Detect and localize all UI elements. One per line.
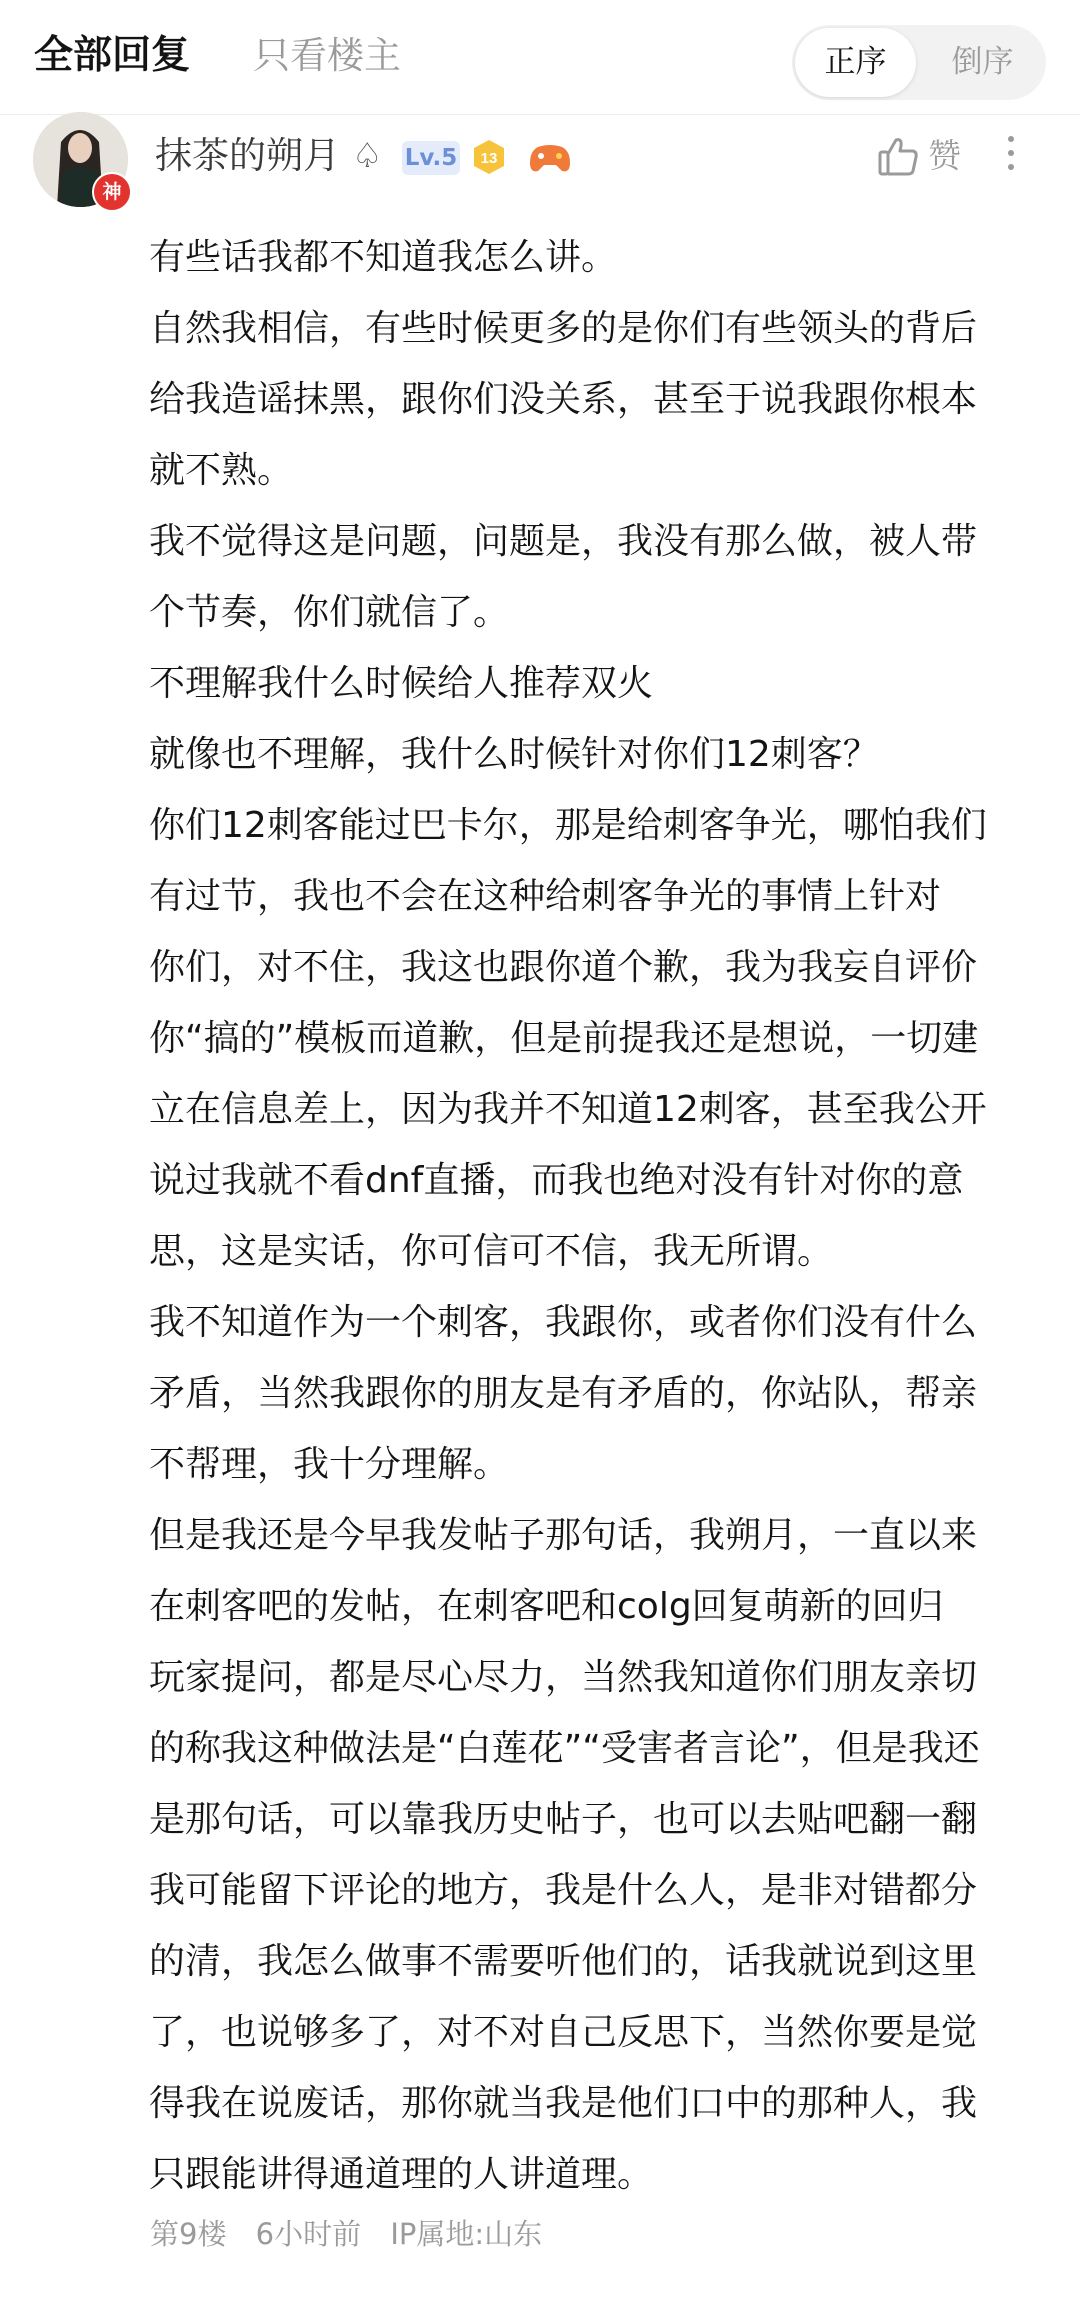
post-meta	[150, 2212, 562, 2256]
post-text-line: 玩家提问，都是尽心尽力，当然我知道你们朋友亲切	[149, 1657, 978, 1698]
post-text-line: 你“搞的”模板而道歉，但是前提我还是想说，一切建	[149, 1018, 979, 1059]
spade-icon: ♤	[352, 136, 383, 176]
post-text-line: 不帮理，我十分理解。	[149, 1444, 510, 1485]
post-time: 6小时前	[255, 2217, 362, 2251]
post-text-line: 的称我这种做法是“白莲花”“受害者言论”，但是我还	[149, 1728, 980, 1769]
post-text-line: 了，也说够多了，对不对自己反思下，当然你要是觉	[149, 2012, 978, 2053]
post-text-line: 给我造谣抹黑，跟你们没关系，甚至于说我跟你根本	[149, 379, 978, 420]
sort-descending-button[interactable]: 倒序	[951, 44, 1014, 80]
post-content	[149, 222, 1049, 2210]
fan-level-icon	[470, 138, 508, 176]
post-text-line: 不理解我什么时候给人推荐双火	[149, 663, 654, 704]
post-text-line: 个节奏，你们就信了。	[149, 592, 510, 633]
post-text-line: 矛盾，当然我跟你的朋友是有矛盾的，你站队，帮亲	[149, 1373, 978, 1414]
fan-level-value: 13	[480, 150, 498, 167]
post-text-line: 在刺客吧的发帖，在刺客吧和colg回复萌新的回归	[149, 1586, 944, 1627]
post-text-line: 立在信息差上，因为我并不知道12刺客，甚至我公开	[149, 1089, 987, 1130]
ip-location: IP属地:山东	[390, 2217, 543, 2251]
post-text-line: 你们，对不住，我这也跟你道个歉，我为我妄自评价	[149, 947, 978, 988]
post-text-line: 就像也不理解，我什么时候针对你们12刺客？	[149, 734, 879, 775]
game-controller-icon	[528, 141, 572, 175]
avatar-god-badge: 神	[92, 172, 132, 212]
post-text-line: 有过节，我也不会在这种给刺客争光的事情上针对	[149, 876, 942, 917]
sort-order-toggle	[792, 25, 1046, 100]
thumbs-up-icon[interactable]	[876, 134, 920, 178]
post-text-line: 但是我还是今早我发帖子那句话，我朔月，一直以来	[149, 1515, 978, 1556]
sort-ascending-button[interactable]: 正序	[795, 28, 916, 97]
post-text-line: 你们12刺客能过巴卡尔，那是给刺客争光，哪怕我们	[149, 805, 987, 846]
post-text-line: 只跟能讲得通道理的人讲道理。	[149, 2154, 654, 2195]
author-name[interactable]: 抹茶的朔月	[155, 134, 340, 177]
tab-only-host[interactable]: 只看楼主	[253, 34, 401, 77]
post-text-line: 我可能留下评论的地方，我是什么人，是非对错都分	[149, 1870, 978, 1911]
post-text-line: 我不觉得这是问题，问题是，我没有那么做，被人带	[149, 521, 978, 562]
post-text-line: 的清，我怎么做事不需要听他们的，话我就说到这里	[149, 1941, 978, 1982]
post-text-line: 就不熟。	[149, 450, 294, 491]
post-text-line: 得我在说废话，那你就当我是他们口中的那种人，我	[149, 2083, 978, 2124]
post-text-line: 我不知道作为一个刺客，我跟你，或者你们没有什么	[149, 1302, 978, 1343]
like-button[interactable]: 赞	[928, 136, 961, 175]
post-text-line: 说过我就不看dnf直播，而我也绝对没有针对你的意	[149, 1160, 964, 1201]
post-text-line: 有些话我都不知道我怎么讲。	[149, 237, 618, 278]
tab-all-replies[interactable]: 全部回复	[34, 33, 191, 78]
post-text-line: 是那句话，可以靠我历史帖子，也可以去贴吧翻一翻	[149, 1799, 978, 1840]
more-options-icon[interactable]	[1004, 136, 1018, 178]
floor-number: 第9楼	[150, 2217, 227, 2251]
post-text-line: 思，这是实话，你可信可不信，我无所谓。	[149, 1231, 834, 1272]
post-text-line: 自然我相信，有些时候更多的是你们有些领头的背后	[149, 308, 978, 349]
reply-filter-bar	[0, 0, 1080, 115]
level-badge: Lv.5	[402, 141, 460, 175]
